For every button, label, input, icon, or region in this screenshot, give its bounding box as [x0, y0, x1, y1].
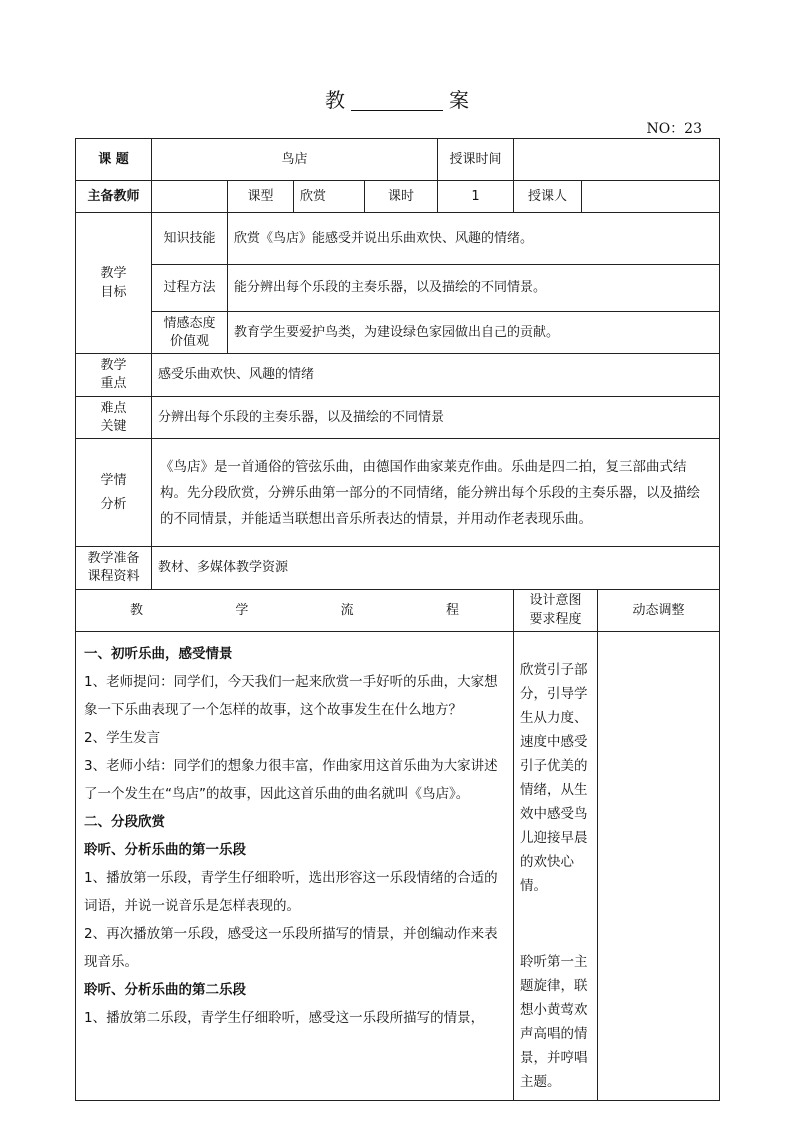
row-flow-header [76, 590, 720, 632]
title-right: 案 [449, 88, 469, 112]
adjust-content [598, 632, 720, 1101]
objective-text-attitude: 教育学生要爱护鸟类，为建设绿色家园做出自己的贡献。 [228, 312, 720, 354]
analysis-label [76, 439, 152, 547]
intent-header-line2: 要求程度 [529, 611, 582, 627]
section-1-title: 一、初听乐曲，感受情景 [84, 646, 233, 662]
topic-value: 鸟店 [152, 139, 438, 181]
objective-text-process: 能分辨出每个乐段的主奏乐器，以及描绘的不同情景。 [228, 265, 720, 312]
section-2-para-1: 1、播放第一乐段，青学生仔细聆听，选出形容这一乐段情绪的合适的词语，并说一说音乐是怎样表现的。 [84, 870, 498, 914]
section-2-para-3: 1、播放第二乐段，青学生仔细聆听，感受这一乐段所描写的情景， [84, 1010, 485, 1026]
section-2-para-2: 2、再次播放第一乐段，感受这一乐段所描写的情景，并创编动作来表现音乐。 [84, 926, 498, 970]
row-difficulty [76, 397, 720, 439]
analysis-label-line2: 分析 [100, 496, 127, 512]
row-focus [76, 354, 720, 397]
section-1-para-2: 2、学生发言 [84, 730, 161, 746]
row-teacher [76, 181, 720, 213]
difficulty-label-line2: 关键 [100, 418, 127, 434]
analysis-text: 《鸟店》是一首通俗的管弦乐曲，由德国作曲家莱克作曲。乐曲是四二拍，复三部曲式结构。先分段欣赏，分辨乐曲第一部分的不同情绪，能分辨出每个乐段的主奏乐器，以及描绘的不同情景，并能适当联想出音乐所表达的情景，并用动作老表现乐曲。 [152, 439, 720, 547]
attitude-label-line2: 价值观 [169, 333, 209, 349]
title-gap-line [351, 90, 443, 111]
teacher-value [152, 181, 228, 213]
type-label: 课型 [228, 181, 294, 213]
focus-label-line1: 教学 [100, 358, 127, 374]
objective-label-knowledge: 知识技能 [152, 213, 228, 265]
difficulty-label-line1: 难点 [100, 400, 127, 416]
topic-label: 课 题 [76, 139, 152, 181]
title-left: 教 [325, 88, 345, 112]
teacher-label: 主备教师 [76, 181, 152, 213]
row-objective-knowledge [76, 213, 720, 265]
intent-content [514, 632, 598, 1101]
analysis-label-line1: 学情 [100, 473, 127, 489]
document-number: NO：23 [646, 121, 702, 137]
flow-header-char-3: 流 [340, 602, 354, 618]
row-prep [76, 547, 720, 590]
attitude-label-line1: 情感态度 [163, 315, 216, 331]
intent-text-1: 欣赏引子部分，引导学生从力度、速度中感受引子优美的情绪，从生效中感受鸟儿迎接早晨的欢快心情。 [520, 662, 588, 894]
focus-text: 感受乐曲欢快、风趣的情绪 [152, 354, 720, 397]
lecturer-value [582, 181, 720, 213]
intent-header [514, 590, 598, 632]
intent-text-2: 聆听第一主题旋律，联想小黄莺欢声高唱的情景，并哼唱主题。 [520, 954, 588, 1090]
prep-label-line1: 教学准备 [87, 551, 140, 567]
prep-text: 教材、多媒体教学资源 [152, 547, 720, 590]
lecturer-label: 授课人 [514, 181, 582, 213]
flow-header [76, 590, 514, 632]
prep-label-line2: 课程资料 [87, 569, 140, 584]
objective-text-knowledge: 欣赏《鸟店》能感受并说出乐曲欢快、风趣的情绪。 [228, 213, 720, 265]
row-topic [76, 139, 720, 181]
section-2-subtitle-1: 聆听、分析乐曲的第一乐段 [84, 842, 246, 858]
hours-label: 课时 [365, 181, 438, 213]
document-title [0, 84, 794, 113]
flow-header-char-2: 学 [235, 602, 249, 618]
objective-label-attitude [152, 312, 228, 354]
row-objective-process [76, 265, 720, 312]
flow-content [76, 632, 514, 1101]
objectives-label-line2: 目标 [100, 285, 127, 300]
objective-label-process: 过程方法 [152, 265, 228, 312]
intent-header-line1: 设计意图 [529, 593, 582, 609]
hours-value: 1 [438, 181, 514, 213]
objectives-label-line1: 教学 [100, 265, 127, 281]
difficulty-text: 分辨出每个乐段的主奏乐器，以及描绘的不同情景 [152, 397, 720, 439]
difficulty-label [76, 397, 152, 439]
time-label: 授课时间 [438, 139, 514, 181]
lesson-plan-table [75, 138, 720, 1101]
prep-label [76, 547, 152, 590]
type-value: 欣赏 [294, 181, 365, 213]
section-2-title: 二、分段欣赏 [84, 814, 165, 830]
section-2-subtitle-2: 聆听、分析乐曲的第二乐段 [84, 982, 246, 998]
section-1-para-3: 3、老师小结：同学们的想象力很丰富，作曲家用这首乐曲为大家讲述了一个发生在“鸟店”的故事，因此这首乐曲的曲名就叫《鸟店》。 [84, 758, 498, 802]
section-1-para-1: 1、老师提问：同学们，今天我们一起来欣赏一手好听的乐曲，大家想象一下乐曲表现了一个怎样的故事，这个故事发生在什么地方？ [84, 674, 498, 718]
focus-label [76, 354, 152, 397]
adjust-header: 动态调整 [598, 590, 720, 632]
flow-header-char-4: 程 [445, 602, 459, 618]
row-objective-attitude [76, 312, 720, 354]
objectives-label [76, 213, 152, 354]
row-flow-content [76, 632, 720, 1101]
time-value [514, 139, 720, 181]
flow-header-char-1: 教 [130, 602, 144, 618]
row-analysis [76, 439, 720, 547]
focus-label-line2: 重点 [100, 376, 127, 391]
